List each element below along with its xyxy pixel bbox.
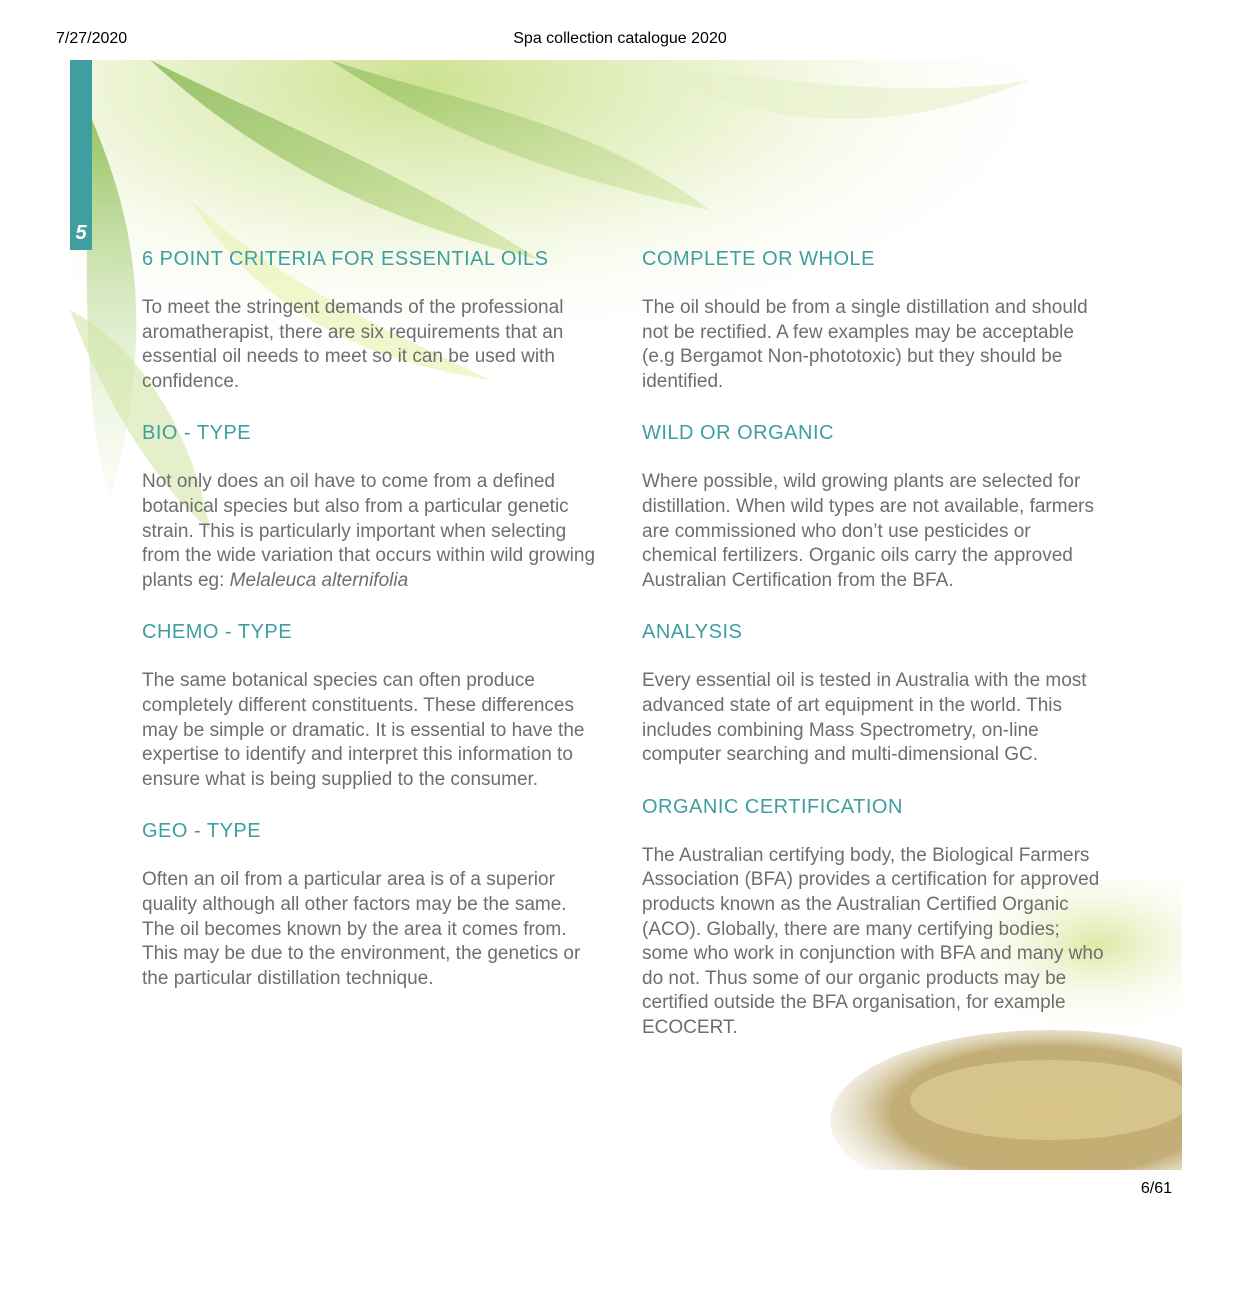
print-header	[0, 30, 1240, 52]
catalogue-page	[70, 60, 1182, 1170]
section-body: Every essential oil is tested in Australia with the most advanced state of art equipment in the world. This includes combining Mass Spectrometry, on-line computer searching and multi-dimensional GC.	[642, 670, 1087, 766]
section-heading: CHEMO - TYPE	[142, 621, 293, 644]
right-column	[642, 246, 1104, 1040]
section-body-text: Not only does an oil have to come from a defined botanical species but also from a particular genetic strain. This is particularly important when selecting from the wide variation that occurs within wild growing plants eg:	[142, 471, 596, 591]
section-analysis	[642, 619, 1104, 767]
section-heading: 6 POINT CRITERIA FOR ESSENTIAL OILS	[142, 248, 549, 270]
section-criteria	[142, 246, 604, 394]
section-body: To meet the stringent demands of the professional aromatherapist, there are six requirements that an essential oil needs to meet so it can be used with confidence.	[142, 297, 564, 392]
section-body: Where possible, wild growing plants are selected for distillation. When wild types are not available, farmers are commissioned who don’t use pesticides or chemical fertilizers. Organic oils carry the approved Australian Certification from the BFA.	[642, 471, 1094, 591]
section-heading: BIO - TYPE	[142, 422, 252, 445]
print-title: Spa collection catalogue 2020	[513, 30, 727, 47]
section-body: The same botanical species can often produce completely different constituents. These differences may be simple or dramatic. It is essential to have the expertise to identify and interpret this information to ensure what is being supplied to the consumer.	[142, 670, 585, 790]
print-page-count: 6/61	[1140, 1180, 1172, 1197]
section-bio-type	[142, 420, 604, 593]
section-organic-certification	[642, 794, 1104, 1041]
section-body	[142, 470, 604, 593]
species-name: Melaleuca alternifolia	[229, 569, 409, 591]
section-geo-type	[142, 818, 604, 991]
section-chemo-type	[142, 619, 604, 792]
page-number: 5	[75, 222, 87, 244]
section-wild-or-organic	[642, 420, 1104, 593]
section-heading: WILD OR ORGANIC	[642, 422, 834, 445]
section-body: The oil should be from a single distillation and should not be rectified. A few examples may be acceptable (e.g Bergamot Non-phototoxic) but they should be identified.	[642, 297, 1088, 392]
section-body: The Australian certifying body, the Biological Farmers Association (BFA) provides a certification for approved products known as the Australian Certified Organic (ACO). Globally, there are many certifying bodies; some who work in conjunction with BFA and many who do not. Thus some of our organic products may be certified outside the BFA organisation, for example ECOCERT.	[642, 844, 1104, 1038]
section-heading: COMPLETE OR WHOLE	[642, 248, 875, 270]
section-heading: GEO - TYPE	[142, 820, 262, 843]
section-complete-or-whole	[642, 246, 1104, 394]
section-body: Often an oil from a particular area is of a superior quality although all other factors may be the same. The oil becomes known by the area it comes from. This may be due to the environment, the genetics or the particular distillation technique.	[142, 869, 581, 989]
left-column	[142, 246, 604, 991]
section-heading: ANALYSIS	[642, 621, 743, 644]
print-date: 7/27/2020	[56, 30, 128, 47]
section-heading: ORGANIC CERTIFICATION	[642, 795, 903, 818]
